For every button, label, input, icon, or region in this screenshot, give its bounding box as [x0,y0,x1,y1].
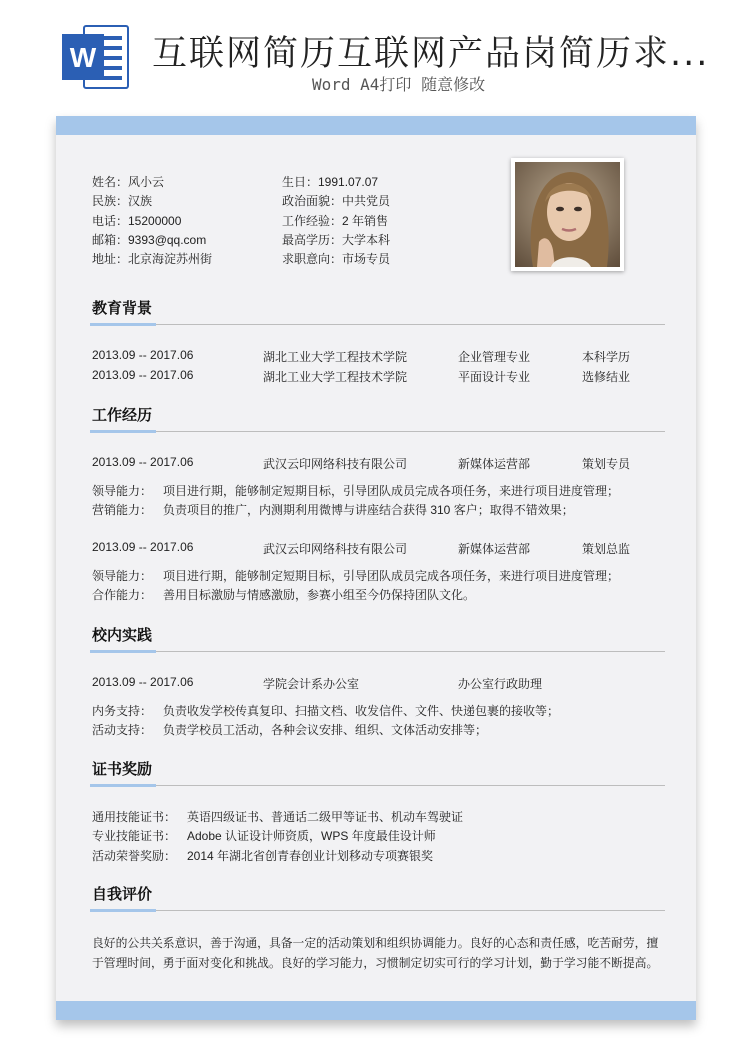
education-section-title: 教育背景 [92,300,153,317]
campus-item-2-text: 负责学校员工活动，各种会议安排、组织、文体活动安排等； [163,723,488,737]
award-3-label: 活动荣誉奖励： [92,849,177,863]
award-2-text: Adobe 认证设计师资质，WPS 年度最佳设计师 [187,829,436,843]
education-row-1-degree: 本科学历 [582,350,631,364]
campus-organization: 学院会计系办公室 [263,677,360,691]
profile-degree: 最高学历：大学本科 [282,233,391,247]
education-row-2-date: 2013.09 -- 2017.06 [92,368,194,382]
job-1-company: 武汉云印网络科技有限公司 [263,457,408,471]
education-accent-bar [90,323,156,326]
top-accent-band [56,116,696,135]
job-2-company: 武汉云印网络科技有限公司 [263,542,408,556]
self-evaluation-line-2: 于管理时间，勇于面对变化和挑战。良好的学习能力，习惯制定切实可行的学习计划，勤于学习能不断提高。 [92,956,659,970]
page-header [0,0,750,110]
job-2-item-1-label: 领导能力： [92,569,153,583]
profile-name: 姓名：风小云 [92,175,165,189]
award-1-label: 通用技能证书： [92,810,177,824]
campus-item-1-label: 内务支持： [92,704,153,718]
bottom-accent-band [56,1001,696,1020]
self-evaluation-accent-bar [90,909,156,912]
job-1-item-2-label: 营销能力： [92,503,153,517]
profile-political: 政治面貌：中共党员 [282,194,391,208]
campus-section-title: 校内实践 [92,627,153,644]
word-document-icon [60,22,130,92]
profile-ethnicity: 民族：汉族 [92,194,153,208]
campus-role: 办公室行政助理 [458,677,543,691]
award-3-text: 2014 年湖北省创青春创业计划移动专项赛银奖 [187,849,434,863]
campus-date: 2013.09 -- 2017.06 [92,675,194,689]
profile-experience: 工作经验：2 年销售 [282,214,389,228]
award-2-label: 专业技能证书： [92,829,177,843]
campus-accent-bar [90,650,156,653]
profile-objective: 求职意向：市场专员 [282,252,391,266]
work-divider [90,431,665,432]
job-2-department: 新媒体运营部 [458,542,531,556]
word-icon-letter: W [69,42,97,73]
education-row-2-degree: 选修结业 [582,370,631,384]
job-2-date: 2013.09 -- 2017.06 [92,540,194,554]
job-1-department: 新媒体运营部 [458,457,531,471]
job-1-item-1-text: 项目进行期，能够制定短期目标，引导团队成员完成各项任务，来进行项目进度管理； [163,484,620,498]
self-evaluation-line-1: 良好的公共关系意识，善于沟通，具备一定的活动策划和组织协调能力。良好的心态和责任感，吃苦耐劳，擅 [92,936,659,950]
profile-photo [515,162,620,267]
self-evaluation-section-title: 自我评价 [92,886,153,903]
profile-email: 邮箱：9393@qq.com [92,233,207,247]
self-evaluation-divider [90,910,665,911]
education-divider [90,324,665,325]
education-row-1-date: 2013.09 -- 2017.06 [92,348,194,362]
profile-birthday: 生日：1991.07.07 [282,175,379,189]
resume-page [56,116,696,1020]
profile-photo-frame [511,158,624,271]
award-1-text: 英语四级证书、普通话二级甲等证书、机动车驾驶证 [187,810,464,824]
awards-section-title: 证书奖励 [92,761,153,778]
job-1-date: 2013.09 -- 2017.06 [92,455,194,469]
job-2-item-2-text: 善用目标激励与情感激励，参赛小组至今仍保持团队文化。 [163,588,476,602]
job-1-role: 策划专员 [582,457,631,471]
document-title: 互联网简历互联网产品岗简历求... [152,34,710,74]
job-1-item-1-label: 领导能力： [92,484,153,498]
work-section-title: 工作经历 [92,407,153,424]
profile-address: 地址：北京海淀苏州街 [92,252,213,266]
education-row-2-major: 平面设计专业 [458,370,531,384]
job-2-role: 策划总监 [582,542,631,556]
campus-divider [90,651,665,652]
education-row-1-school: 湖北工业大学工程技术学院 [263,350,408,364]
awards-divider [90,785,665,786]
education-row-1-major: 企业管理专业 [458,350,531,364]
awards-accent-bar [90,784,156,787]
campus-item-2-label: 活动支持： [92,723,153,737]
work-accent-bar [90,430,156,433]
job-2-item-1-text: 项目进行期，能够制定短期目标，引导团队成员完成各项任务，来进行项目进度管理； [163,569,620,583]
campus-item-1-text: 负责收发学校传真复印、扫描文档、收发信件、文件、快递包裹的接收等； [163,704,560,718]
job-2-item-2-label: 合作能力： [92,588,153,602]
education-row-2-school: 湖北工业大学工程技术学院 [263,370,408,384]
profile-phone: 电话：15200000 [92,214,182,228]
job-1-item-2-text: 负责项目的推广，内测期利用微博与讲座结合获得 310 客户；取得不错效果； [163,503,574,517]
document-subtitle: Word A4打印 随意修改 [312,75,486,94]
